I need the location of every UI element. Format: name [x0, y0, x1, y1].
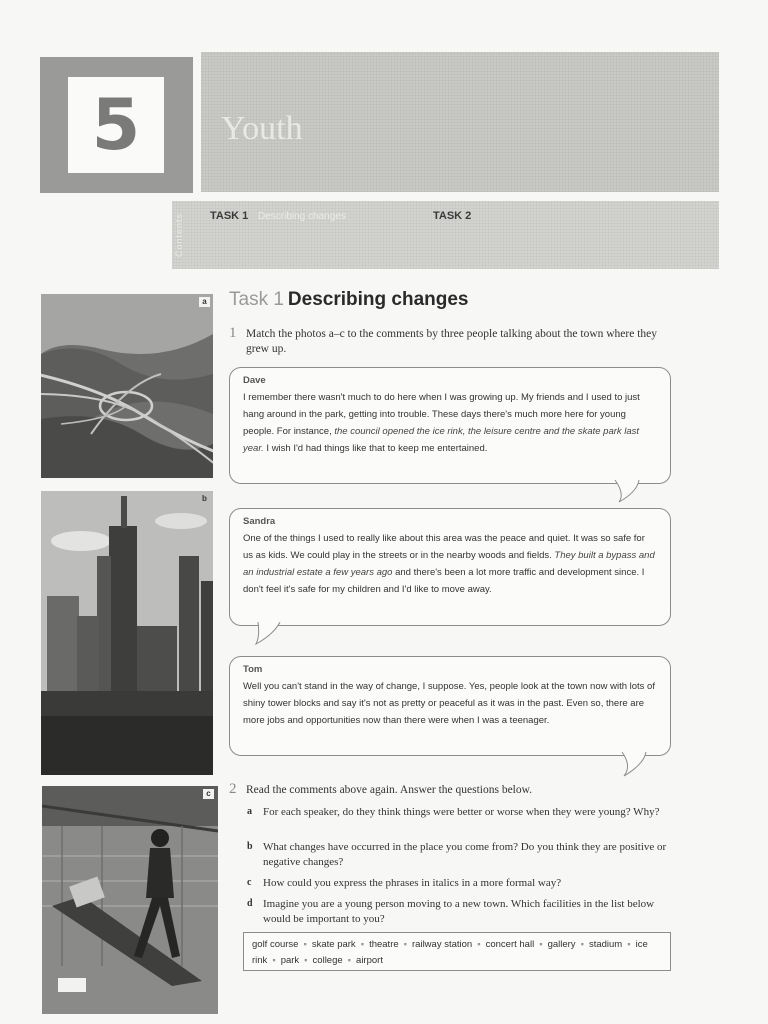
- task-heading: [229, 289, 468, 311]
- question-2-number: 2: [229, 781, 237, 797]
- question-1-number: 1: [229, 325, 237, 341]
- facility-separator: ▪: [303, 939, 307, 950]
- comment-text-end: I wish I'd had things like that to keep me entertained.: [263, 443, 488, 454]
- task1-description: Describing changes: [258, 211, 346, 222]
- facility-item: gallery: [547, 939, 576, 950]
- unit-number: 5: [91, 84, 141, 166]
- speech-bubble-tail: [613, 480, 643, 504]
- comment-text: One of the things I used to really like about this area was the peace and quiet. It was so safe for us as kids. We could play in the streets or in the nearby woods and fields.: [243, 533, 645, 561]
- facility-separator: ▪: [539, 939, 543, 950]
- speaker-name: Dave: [243, 375, 266, 386]
- question-1-instruction: Match the photos a–c to the comments by three people talking about the town where they grew up.: [246, 328, 658, 355]
- photo-c-label: c: [203, 789, 214, 799]
- facility-item: stadium: [588, 939, 623, 950]
- task2-label: TASK 2: [433, 210, 472, 222]
- question-2b-text: What changes have occurred in the place you come from? Do you think they are positive or negative changes?: [263, 841, 667, 868]
- facility-separator: ▪: [347, 955, 352, 966]
- facilities-list-box: [243, 932, 671, 971]
- comment-text: I remember there wasn't much to do here when I was growing up. My friends and I used to just hang around in the park, getting into trouble. These days there's much more here for young people. For instance,: [243, 392, 640, 437]
- question-2d-text: Imagine you are a young person moving to a new town. Which facilities in the list below would be important to you?: [263, 898, 655, 925]
- facilities-list: [252, 937, 664, 969]
- facility-item: concert hall: [485, 939, 535, 950]
- unit-title: Youth: [221, 110, 303, 147]
- unit-tasks-band: [172, 201, 719, 269]
- facility-separator: ▪: [477, 939, 481, 950]
- question-2a-letter: a: [247, 806, 252, 817]
- facility-item: theatre: [369, 939, 399, 950]
- speech-bubble-tail: [254, 622, 284, 646]
- question-2c-text: How could you express the phrases in italics in a more formal way?: [263, 877, 562, 889]
- comment-text-end: and there's been a lot more traffic and development since. I don't feel it's safe for my children and I'd like to move away.: [243, 567, 645, 595]
- speaker-comment: [243, 530, 655, 598]
- task1-label: TASK 1: [210, 210, 249, 222]
- question-2d-letter: d: [247, 898, 253, 909]
- facility-item: park: [280, 955, 300, 966]
- photo-c-gym-treadmill: [42, 786, 218, 1014]
- speech-bubble-tom: [229, 656, 671, 756]
- facility-separator: ▪: [580, 939, 584, 950]
- contents-label: Contents: [174, 212, 184, 258]
- unit-title-band: [201, 52, 719, 192]
- question-2b-letter: b: [247, 841, 253, 852]
- facility-separator: ▪: [403, 939, 408, 950]
- question-2a-text: For each speaker, do they think things were better or worse when they were young? Why?: [263, 806, 660, 818]
- question-2-instruction: Read the comments above again. Answer the questions below.: [246, 784, 533, 796]
- task-title: Describing changes: [287, 289, 469, 310]
- question-2c-letter: c: [247, 877, 252, 888]
- facility-item: ice rink: [252, 939, 648, 966]
- comment-italic-phrase: the council opened the ice rink, the leisure centre and the skate park last year.: [243, 426, 640, 454]
- comment-text: Well you can't stand in the way of change, I suppose. Yes, people look at the town now with lots of shiny tower blocks and say it's not as pretty or peaceful as it was in the past. Even so, there are more jobs and opportunities now than there were when I was a teenager.: [243, 681, 655, 726]
- unit-number-box: [40, 57, 193, 193]
- speech-bubble-dave: [229, 367, 671, 484]
- facility-separator: ▪: [627, 939, 631, 950]
- facility-item: airport: [356, 955, 383, 966]
- speaker-name: Sandra: [243, 516, 276, 527]
- facility-separator: ▪: [304, 955, 308, 966]
- photo-b-city-skyline: [41, 491, 213, 775]
- facility-item: golf course: [252, 939, 299, 950]
- task-number: Task 1: [229, 289, 284, 310]
- facility-item: skate park: [311, 939, 356, 950]
- speech-bubble-sandra: [229, 508, 671, 626]
- speaker-name: Tom: [243, 664, 263, 675]
- speaker-comment: [243, 389, 655, 457]
- facility-item: college: [312, 955, 343, 966]
- facility-separator: ▪: [272, 955, 276, 966]
- facility-separator: ▪: [360, 939, 365, 950]
- speech-bubble-tail: [620, 752, 650, 778]
- photo-b-label: b: [202, 494, 207, 503]
- speaker-comment: [243, 678, 655, 729]
- facility-item: railway station: [412, 939, 473, 950]
- photo-a-motorway-interchange: [41, 294, 213, 478]
- unit-number-panel: [68, 77, 164, 173]
- photo-a-label: a: [199, 297, 210, 307]
- comment-italic-phrase: They built a bypass and an industrial estate a few years ago: [243, 550, 655, 578]
